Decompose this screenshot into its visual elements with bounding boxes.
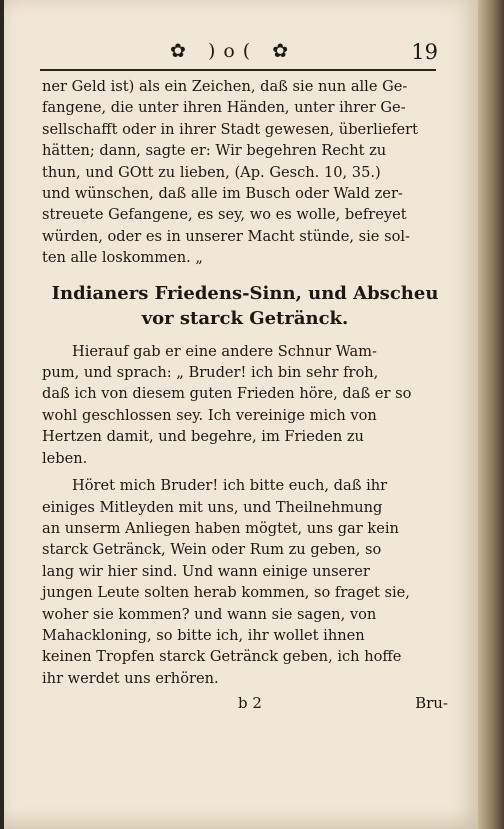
- text-line: einiges Mitleyden mit uns, und Theilnehmung: [42, 498, 383, 516]
- text-line: Mahackloning, so bitte ich, ihr wollet ihnen: [42, 626, 365, 644]
- text-line: keinen Tropfen starck Getränck geben, ich hoffe: [42, 648, 402, 666]
- text-line: pum, und sprach: „ Bruder! ich bin sehr froh,: [42, 364, 379, 382]
- section-heading: [42, 281, 448, 331]
- text-line: thun, und GOtt zu lieben, (Ap. Gesch. 10, 35.): [42, 163, 381, 181]
- text-line: sellschafft oder in ihrer Stadt gewesen, überliefert: [42, 120, 418, 138]
- page-number: 19: [411, 40, 438, 64]
- text-line: woher sie kommen? und wann sie sagen, von: [42, 605, 377, 623]
- header-rule: [40, 69, 436, 71]
- page-footer: [42, 694, 448, 718]
- text-line: Hierauf gab er eine andere Schnur Wam-: [72, 342, 377, 360]
- running-head: [40, 38, 438, 70]
- text-line: jungen Leute solten herab kommen, so fraget sie,: [42, 584, 410, 602]
- text-line: streuete Gefangene, es sey, wo es wolle, befreyet: [42, 206, 407, 224]
- paragraph-3: [42, 475, 448, 689]
- text-line: lang wir hier sind. Und wann einige unserer: [42, 562, 370, 580]
- text-line: würden, oder es in unserer Macht stünde, sie sol-: [42, 227, 410, 245]
- paragraph-1: [42, 76, 448, 269]
- header-ornament: ✿ )o( ✿: [170, 40, 297, 62]
- text-line: starck Getränck, Wein oder Rum zu geben, so: [42, 541, 382, 559]
- paragraph-2: [42, 341, 448, 469]
- text-line: ner Geld ist) als ein Zeichen, daß sie nun alle Ge-: [42, 78, 408, 95]
- heading-line: Indianers Friedens-Sinn, und Abscheu: [51, 282, 439, 304]
- signature-mark: b 2: [238, 694, 262, 712]
- text-line: daß ich von diesem guten Frieden höre, daß er so: [42, 385, 412, 403]
- text-line: leben.: [42, 449, 88, 467]
- text-line: hätten; dann, sagte er: Wir begehren Recht zu: [42, 142, 387, 160]
- text-line: und wünschen, daß alle im Busch oder Wald zer-: [42, 185, 403, 203]
- text-line: Höret mich Bruder! ich bitte euch, daß ihr: [72, 477, 388, 495]
- text-line: ten alle loskommen. „: [42, 249, 203, 267]
- text-line: an unserm Anliegen haben mögtet, uns gar kein: [42, 519, 399, 537]
- text-line: Hertzen damit, und begehre, im Frieden zu: [42, 428, 364, 446]
- text-line: ihr werdet uns erhören.: [42, 669, 219, 687]
- page-text: [42, 76, 448, 689]
- catchword: Bru-: [415, 694, 448, 712]
- text-line: wohl geschlossen sey. Ich vereinige mich von: [42, 406, 377, 424]
- page-edge: [478, 0, 504, 829]
- heading-line: vor starck Getränck.: [141, 307, 349, 329]
- text-line: fangene, die unter ihren Händen, unter ihrer Ge-: [42, 99, 406, 117]
- book-page: [4, 0, 478, 829]
